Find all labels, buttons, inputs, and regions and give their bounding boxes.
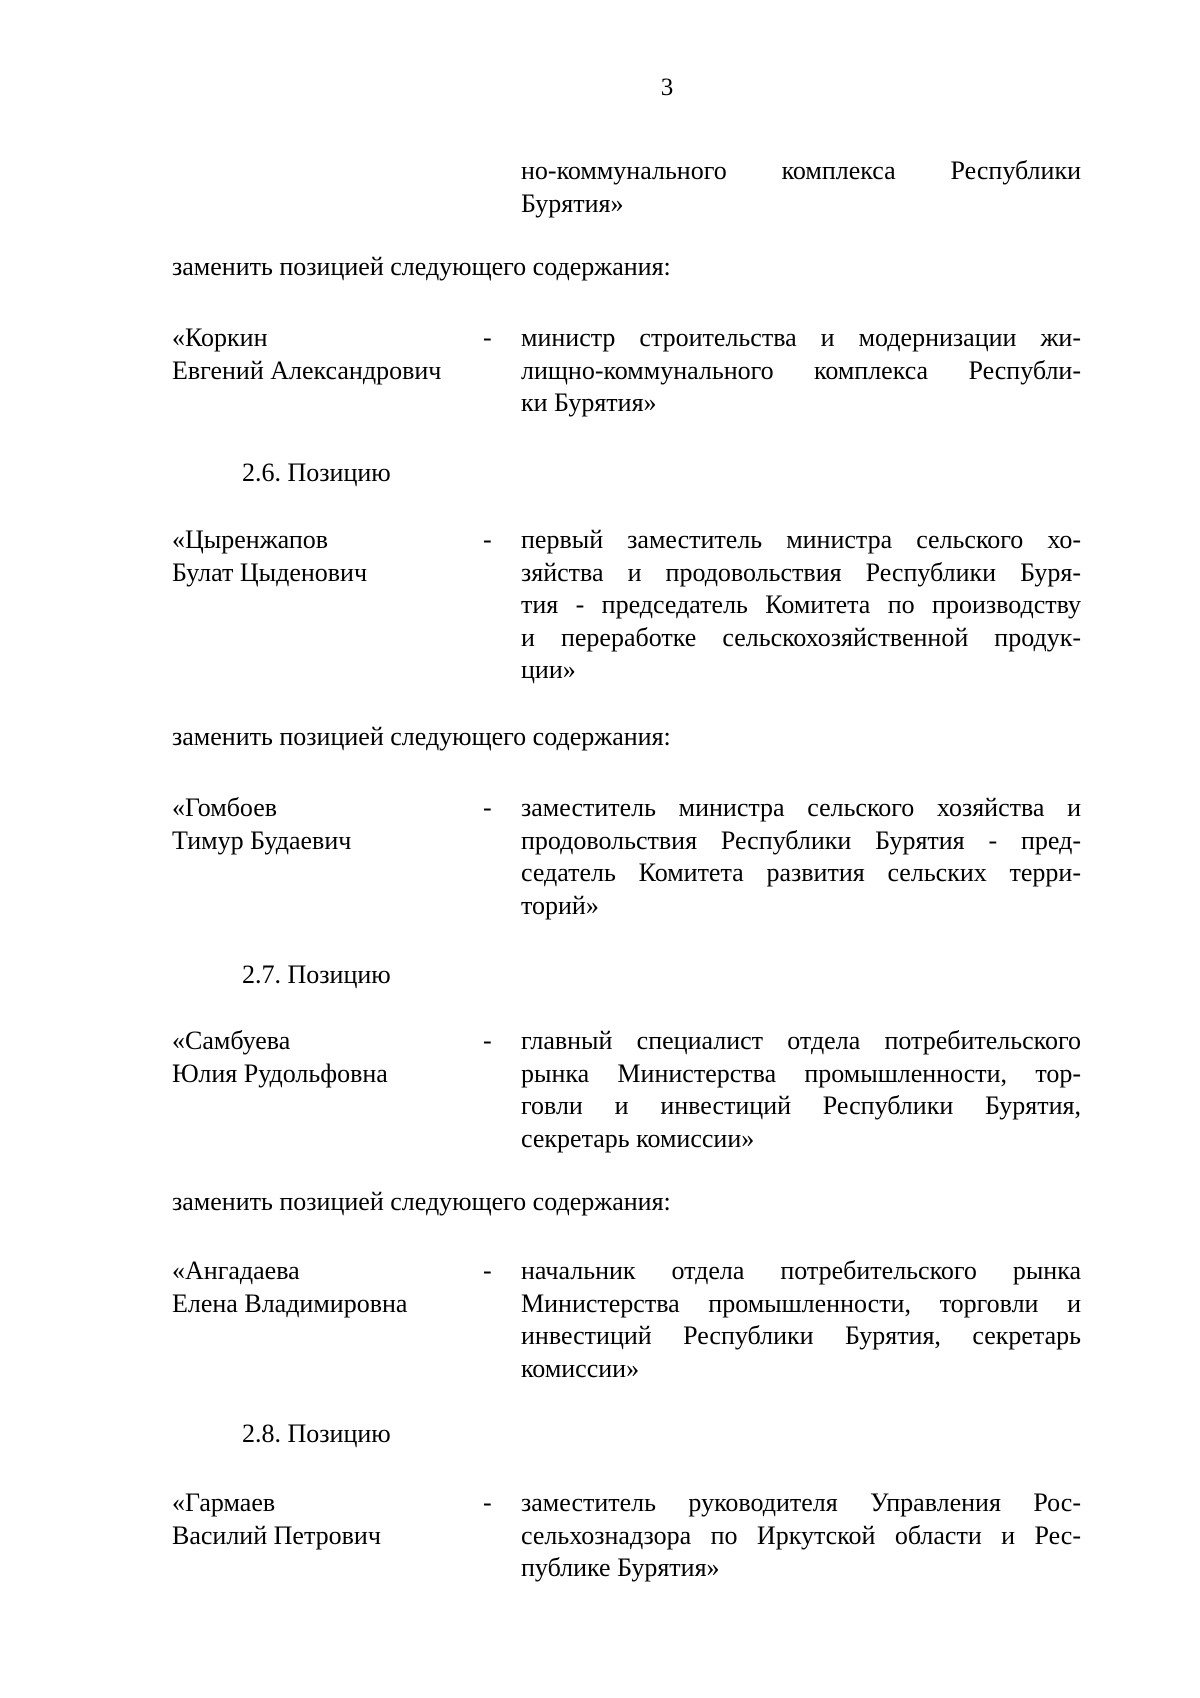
- position-description: [521, 1487, 1081, 1585]
- person-name: [172, 1025, 492, 1090]
- text-line: лищно-коммунального комплекса Республи-: [521, 355, 1081, 385]
- text-line: комиссии»: [521, 1353, 640, 1383]
- position-description: [521, 524, 1081, 687]
- continuation-text: [521, 155, 1081, 220]
- text-line: ции»: [521, 655, 576, 684]
- item-heading: 2.6. Позицию: [242, 458, 391, 487]
- text-line: инвестиций Республики Бурятия, секретарь: [521, 1321, 1081, 1350]
- surname: «Гомбоев: [172, 793, 278, 822]
- given-names: Тимур Будаевич: [172, 825, 352, 855]
- person-name: [172, 792, 492, 857]
- text-line: секретарь комиссии»: [521, 1123, 755, 1153]
- surname: «Коркин: [172, 323, 268, 352]
- text-line: тия - председатель Комитета по производству: [521, 590, 1081, 619]
- text-line: и переработке сельскохозяйственной продук-: [521, 622, 1081, 652]
- position-description: [521, 1025, 1081, 1155]
- position-description: [521, 1255, 1081, 1385]
- text-line: говли и инвестиций Республики Бурятия,: [521, 1091, 1081, 1120]
- position-description: [521, 792, 1081, 922]
- text-line: заместитель руководителя Управления Рос-: [521, 1488, 1081, 1517]
- replace-instruction: заменить позицией следующего содержания:: [172, 722, 671, 751]
- surname: «Самбуева: [172, 1026, 291, 1055]
- text-line: заместитель министра сельского хозяйства и: [521, 793, 1081, 822]
- dash-separator: -: [483, 1026, 492, 1055]
- text-line: публике Бурятия»: [521, 1553, 720, 1582]
- surname: «Гармаев: [172, 1488, 276, 1517]
- surname: «Ангадаева: [172, 1256, 300, 1285]
- position-description: [521, 322, 1081, 420]
- text-line: главный специалист отдела потребительского: [521, 1026, 1081, 1055]
- surname: «Цыренжапов: [172, 525, 329, 554]
- dash-separator: -: [483, 525, 492, 554]
- text-line: но-коммунального комплекса Республики: [521, 156, 1081, 185]
- replace-instruction: заменить позицией следующего содержания:: [172, 1187, 671, 1216]
- dash-separator: -: [483, 793, 492, 822]
- text-line: министр строительства и модернизации жи-: [521, 323, 1081, 352]
- text-line: Министерства промышленности, торговли и: [521, 1288, 1081, 1318]
- person-name: [172, 1487, 492, 1552]
- text-line: торий»: [521, 890, 599, 920]
- text-line: седатель Комитета развития сельских терри-: [521, 858, 1081, 887]
- given-names: Елена Владимировна: [172, 1288, 408, 1318]
- text-line: начальник отдела потребительского рынка: [521, 1256, 1081, 1285]
- person-name: [172, 322, 492, 387]
- given-names: Юлия Рудольфовна: [172, 1058, 388, 1088]
- person-name: [172, 1255, 492, 1320]
- text-line: зяйства и продовольствия Республики Буря-: [521, 557, 1081, 587]
- text-line: продовольствия Республики Бурятия - пред-: [521, 825, 1081, 855]
- given-names: Василий Петрович: [172, 1520, 381, 1550]
- dash-separator: -: [483, 1256, 492, 1285]
- text-line: сельхознадзора по Иркутской области и Рес-: [521, 1520, 1081, 1550]
- replace-instruction: заменить позицией следующего содержания:: [172, 252, 671, 281]
- text-line: рынка Министерства промышленности, тор-: [521, 1058, 1081, 1088]
- given-names: Булат Цыденович: [172, 557, 368, 587]
- item-heading: 2.7. Позицию: [242, 960, 391, 989]
- dash-separator: -: [483, 323, 492, 352]
- dash-separator: -: [483, 1488, 492, 1517]
- page-number: 3: [660, 74, 674, 101]
- item-heading: 2.8. Позицию: [242, 1419, 391, 1448]
- text-line: Бурятия»: [521, 188, 624, 218]
- text-line: ки Бурятия»: [521, 388, 657, 417]
- text-line: первый заместитель министра сельского хо-: [521, 525, 1081, 554]
- given-names: Евгений Александрович: [172, 355, 442, 385]
- person-name: [172, 524, 492, 589]
